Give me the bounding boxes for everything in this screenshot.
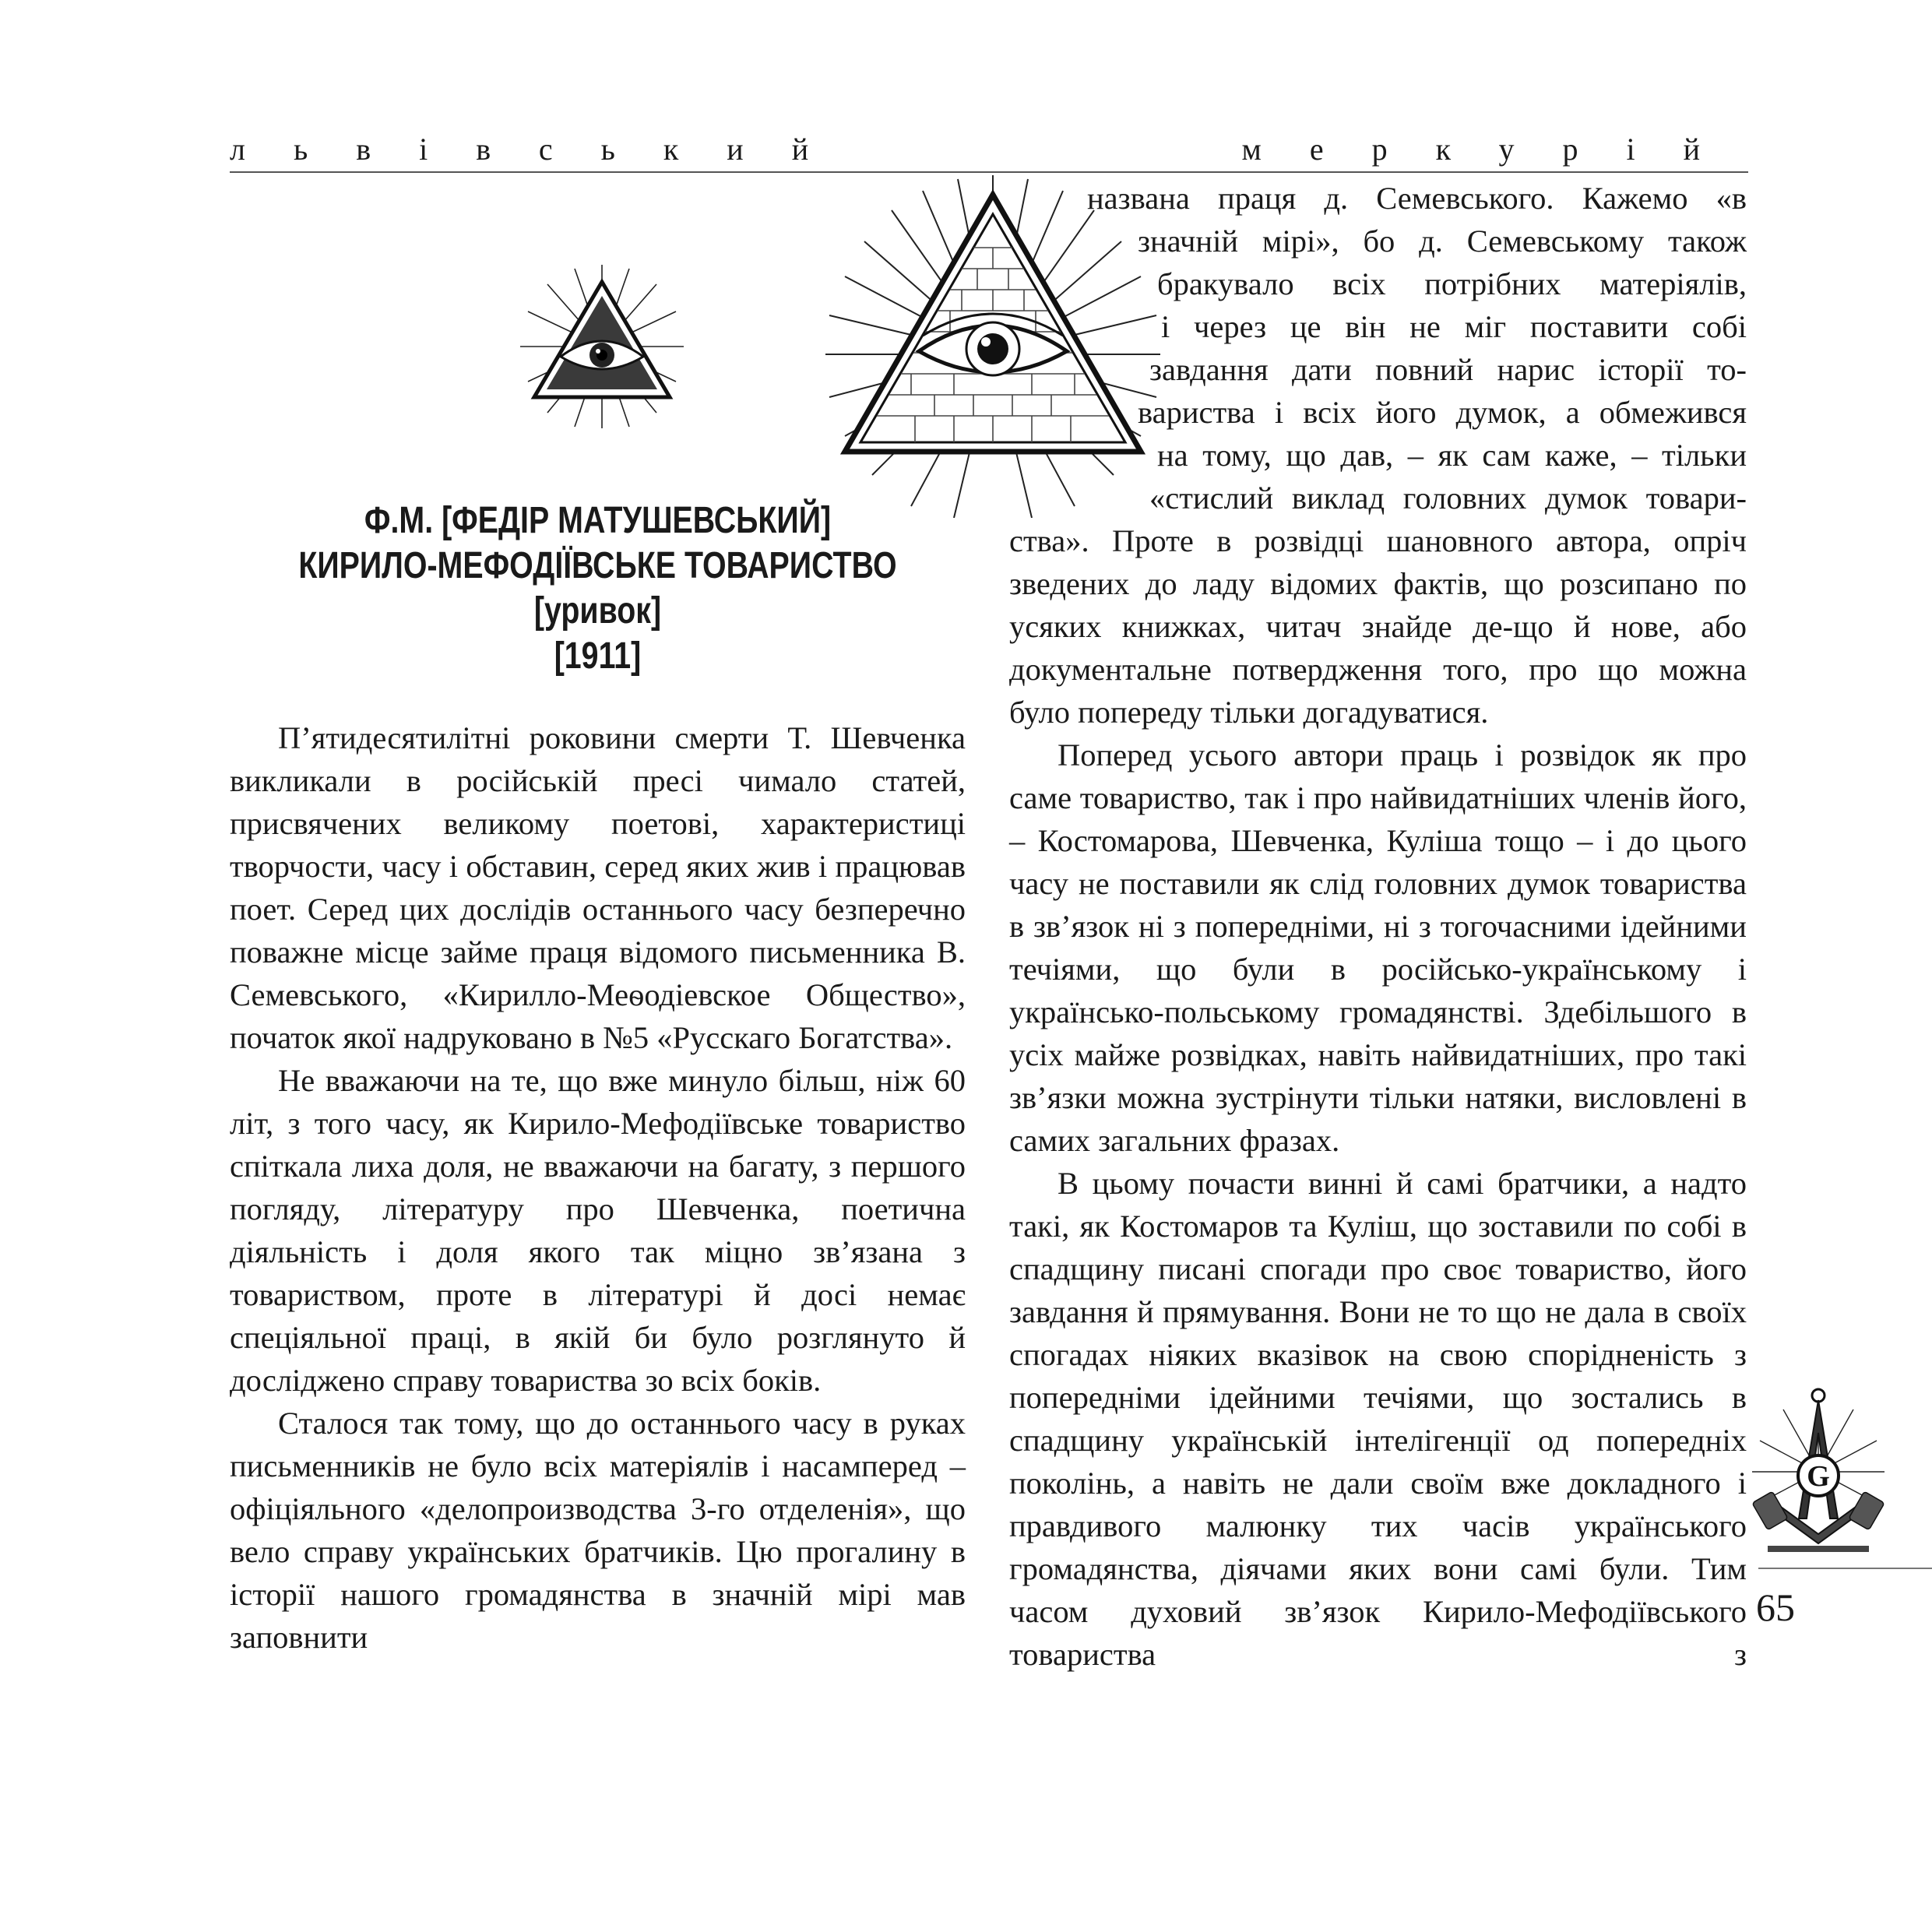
wrap-line: бракувало всіх потрібних матеріялів, <box>1157 266 1747 301</box>
right-paragraph-1-rest: ства». Проте в розвідці шановного автора, опріч зведених до ладу відомих фактів, що розсипано по усяких книжках, читач знайде де-що й нове, або документальне потвердження того, про що можна було попереду тільки догадуватися. <box>1009 523 1747 730</box>
masonic-square-compass-icon <box>1752 1386 1884 1565</box>
wrap-line: названа праця д. Семевського. Кажемо «в <box>1087 181 1747 216</box>
wrap-line: завдання дати повний нарис історії то- <box>1149 352 1747 387</box>
right-column <box>1009 177 1747 1676</box>
emblem-letter: G <box>1807 1460 1830 1493</box>
right-paragraph-2: Поперед усього автори праць і розвідок як про саме товариство, так і про найвидатніших членів його, – Костомарова, Шевченка, Куліша тощо – і до цього часу не поставили як слід головних думок товариства в зв’язок ні з попередніми, ні з тогочасними ідейними течіями, що були в російсько-українському і українсько-польському громадянстві. Здебільшого в усіх майже розвідках, навіть найвидатніших, про такі зв’язки можна зустрінути тільки натяки, висловлені в самих загальних фразах. <box>1009 737 1747 1158</box>
running-head-text: львівський меркурій <box>230 132 1748 167</box>
wrap-line: «стислий виклад головних думок товари- <box>1149 480 1747 516</box>
left-paragraph-1: П’ятидесятилітні роковини смерти Т. Шевченка викликали в російській пресі чимало статей, присвячених великому поетові, характеристиці творчости, часу і обставин, серед яких жив і працював поет. Серед цих дослідів останнього часу безперечно поважне місце займе праця відомого письменника В. Семевського, «Кирилло-Меѳодіевское Общество», початок якої надруковано в №5 «Русскаго Богатства». <box>230 720 966 1055</box>
wrap-line: вариства і всіх його думок, а обмежився <box>1138 395 1747 430</box>
article-title: КИРИЛО-МЕФОДІЇВСЬКЕ ТОВАРИСТВО <box>298 545 897 586</box>
left-paragraph-2: Не вважаючи на те, що вже минуло більш, ніж 60 літ, з того часу, як Кирило-Мефодіївське товариство спіткала лиха доля, не вважаючи на багату, з першого погляду, літературу про Шевченка, поетична діяльність і доля якого так міцно зв’язана з товариством, проте в літературі й досі немає спеціяльної праці, в якій би було розглянуто й досліджено справу товариства зо всіх боків. <box>230 1063 966 1398</box>
wrap-line: і через це він не міг поставити собі <box>1161 309 1747 344</box>
left-paragraph-3: Сталося так тому, що до останнього часу в руках письменників не було всіх матеріялів і насамперед – офіціяльного «делопроизводства 3-го отделенія», що вело справу українських братчиків. Цю прогалину в історії нашого громадянства в значній мірі мав заповнити <box>230 1406 966 1655</box>
page-number-rule <box>1758 1568 1932 1569</box>
article-note: [уривок] <box>533 590 662 632</box>
left-column <box>230 716 966 1659</box>
article-title-block <box>296 498 899 679</box>
article-author: Ф.М. [ФЕДІР МАТУШЕВСЬКИЙ] <box>364 500 832 541</box>
article-year: [1911] <box>554 635 642 677</box>
right-paragraph-3: В цьому почасти винні й самі братчики, а надто такі, як Костомаров та Куліш, що зоставили по собі в спадщину писані спогади про своє товариство, його завдання й прямування. Вони не то що не дала в своїх спогадах ніяких вказівок на свою спорідненість з попередніми ідейними течіями, що зостались в спадщину українській інтелігенції од попередніх поколінь, а навіть не дали своїм вже докладного і правдивого малюнку тих часів українського громадянства, діячами яких вони самі були. Тим часом духовий зв’язок Кирило-Мефодіївського товариства з <box>1009 1166 1747 1672</box>
page-number: 65 <box>1756 1585 1795 1629</box>
wrap-line: значній мірі», бо д. Семевському також <box>1138 223 1747 259</box>
running-head <box>230 131 1748 173</box>
wrap-line: на тому, що дав, – як сам каже, – тільки <box>1157 438 1747 473</box>
wrap-lines <box>1009 177 1747 519</box>
all-seeing-eye-small-icon <box>520 265 684 428</box>
